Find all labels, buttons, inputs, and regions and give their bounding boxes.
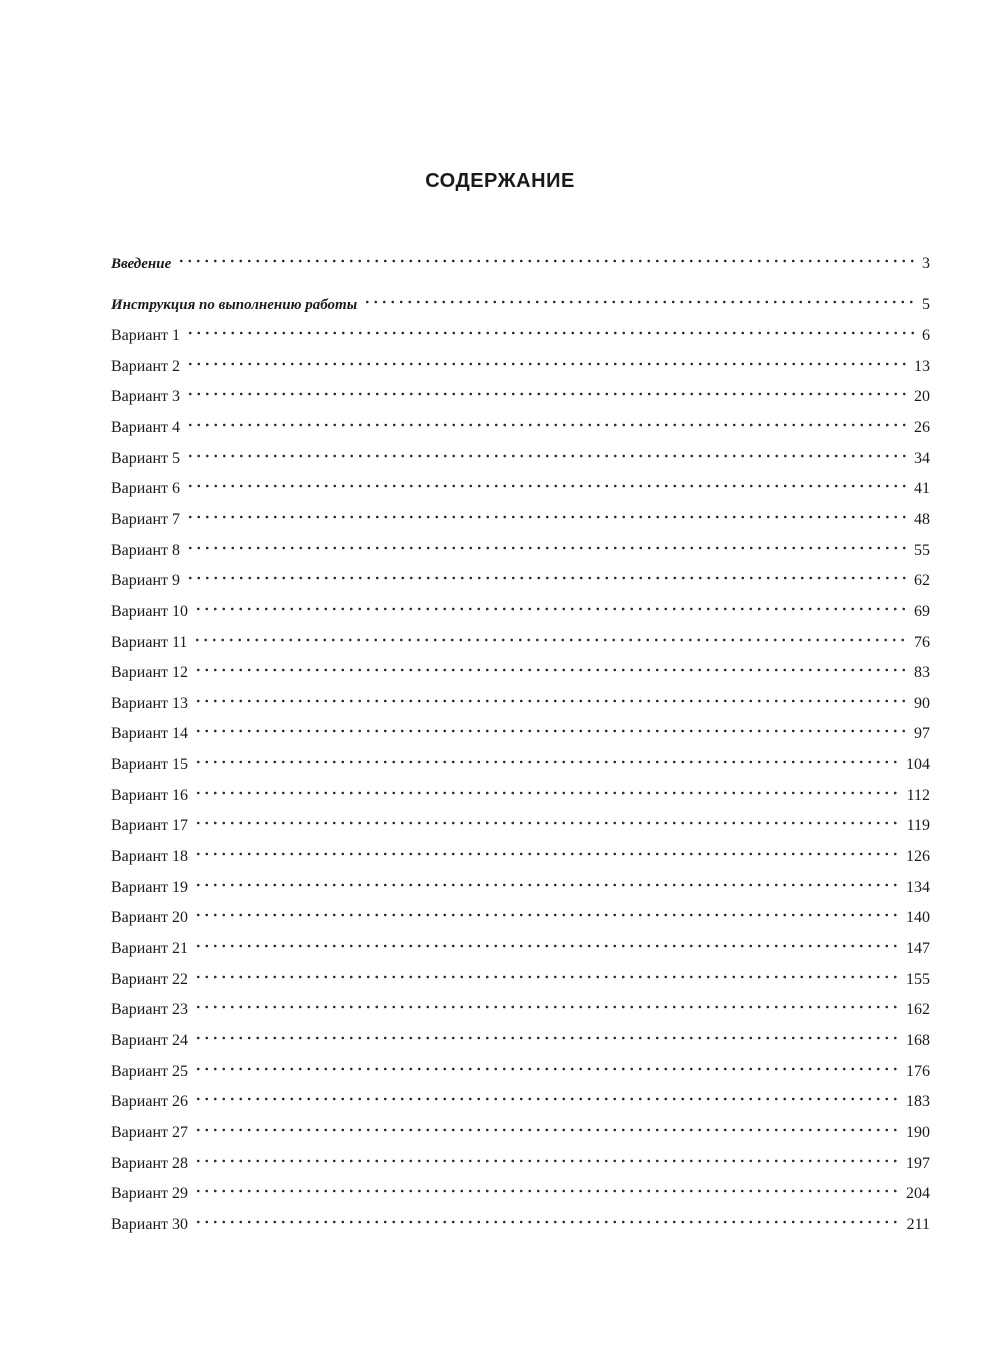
toc-entry-label: Вариант 4 — [111, 418, 180, 436]
toc-entry[interactable] — [111, 900, 930, 927]
dot-leader — [194, 808, 899, 830]
toc-entry[interactable] — [111, 931, 930, 957]
dot-leader — [193, 625, 906, 647]
toc-entry-page-number: 5 — [922, 296, 930, 313]
toc-entry-label: Вариант 29 — [111, 1185, 188, 1203]
toc-entry-label: Вариант 16 — [111, 786, 188, 804]
toc-entry-page-number: 112 — [906, 786, 930, 804]
toc-entry[interactable] — [111, 1146, 930, 1172]
toc-entry-label: Вариант 28 — [111, 1154, 188, 1172]
toc-entry-label: Вариант 8 — [111, 541, 180, 559]
toc-entry-page-number: 48 — [914, 510, 930, 528]
dot-leader — [186, 533, 906, 555]
dot-leader — [186, 471, 906, 493]
toc-entry-label: Вариант 30 — [111, 1215, 188, 1233]
toc-entry-label: Вариант 25 — [111, 1062, 188, 1080]
toc-entry-label: Вариант 9 — [111, 572, 180, 590]
dot-leader — [186, 563, 906, 585]
dot-leader — [186, 410, 906, 432]
toc-entry-page-number: 62 — [914, 572, 930, 590]
toc-entry-page-number: 183 — [906, 1093, 930, 1111]
dot-leader — [186, 318, 914, 340]
toc-entry-page-number: 97 — [914, 725, 930, 743]
toc-entry-page-number: 76 — [914, 633, 930, 651]
toc-entry[interactable] — [111, 808, 930, 835]
toc-entry-label: Вариант 1 — [111, 327, 180, 344]
dot-leader — [194, 992, 898, 1014]
toc-entry[interactable] — [111, 502, 930, 528]
toc-entry-label: Вариант 7 — [111, 510, 180, 528]
toc-entry[interactable] — [111, 686, 930, 712]
dot-leader — [186, 441, 906, 463]
page-title: СОДЕРЖАНИЕ — [425, 170, 575, 192]
toc-entry[interactable] — [111, 594, 930, 620]
toc-entry[interactable] — [111, 1207, 930, 1233]
toc-entry-page-number: 13 — [914, 357, 930, 375]
toc-entry-page-number: 197 — [906, 1154, 930, 1172]
toc-entry-page-number: 104 — [906, 756, 930, 774]
toc-entry-label: Вариант 12 — [111, 664, 188, 682]
toc-entry-label: Вариант 17 — [111, 817, 188, 835]
toc-entry[interactable] — [111, 471, 930, 498]
dot-leader — [194, 686, 906, 708]
toc-entry-page-number: 134 — [906, 878, 930, 896]
dot-leader — [194, 1023, 898, 1045]
toc-entry-page-number: 211 — [906, 1215, 930, 1233]
dot-leader — [177, 246, 914, 268]
dot-leader — [194, 839, 898, 861]
toc-entry[interactable] — [111, 246, 930, 272]
toc-entry-label: Вариант 11 — [111, 633, 188, 651]
toc-entry-page-number: 204 — [906, 1185, 930, 1203]
toc-entry-label: Инструкция по выполнению работы — [111, 297, 358, 313]
toc-entry-label: Вариант 18 — [111, 848, 188, 866]
toc-entry[interactable] — [111, 379, 930, 406]
toc-entry[interactable] — [111, 563, 930, 590]
toc-entry[interactable] — [111, 441, 930, 467]
toc-entry-label: Вариант 3 — [111, 388, 180, 406]
dot-leader — [186, 379, 906, 401]
toc-entry-page-number: 176 — [906, 1062, 930, 1080]
dot-leader — [194, 1176, 898, 1198]
toc-entry[interactable] — [111, 1176, 930, 1203]
toc-entry[interactable] — [111, 1023, 930, 1049]
toc-entry[interactable] — [111, 870, 930, 896]
toc-entry-page-number: 90 — [914, 694, 930, 712]
toc-entry-page-number: 162 — [906, 1001, 930, 1019]
toc-entry-label: Вариант 5 — [111, 449, 180, 467]
dot-leader — [194, 1115, 898, 1137]
toc-entry-page-number: 3 — [922, 255, 930, 272]
toc-entry[interactable] — [111, 839, 930, 866]
toc-entry[interactable] — [111, 747, 930, 774]
toc-entry-label: Вариант 24 — [111, 1031, 188, 1049]
dot-leader — [194, 747, 898, 769]
toc-entry-page-number: 168 — [906, 1031, 930, 1049]
dot-leader — [194, 962, 898, 984]
toc-entry-label: Вариант 23 — [111, 1001, 188, 1019]
dot-leader — [363, 287, 914, 309]
toc-entry[interactable] — [111, 1115, 930, 1141]
toc-entry-page-number: 26 — [914, 418, 930, 436]
toc-entry-page-number: 155 — [906, 970, 930, 988]
toc-entry-page-number: 140 — [906, 909, 930, 927]
dot-leader — [186, 502, 906, 524]
toc-entry[interactable] — [111, 287, 930, 313]
toc-entry-label: Вариант 10 — [111, 602, 188, 620]
dot-leader — [194, 1207, 899, 1229]
toc-entry[interactable] — [111, 1084, 930, 1111]
toc-entry-label: Вариант 20 — [111, 909, 188, 927]
toc-entry-page-number: 69 — [914, 602, 930, 620]
toc-entry-label: Вариант 14 — [111, 725, 188, 743]
toc-entry-label: Введение — [111, 256, 172, 272]
dot-leader — [194, 900, 898, 922]
toc-entry[interactable] — [111, 318, 930, 344]
toc-entry[interactable] — [111, 778, 930, 804]
toc-entry[interactable] — [111, 349, 930, 375]
toc-entry-label: Вариант 27 — [111, 1123, 188, 1141]
toc-entry-label: Вариант 13 — [111, 694, 188, 712]
dot-leader — [194, 716, 906, 738]
toc-entry[interactable] — [111, 962, 930, 988]
toc-entry[interactable] — [111, 1054, 930, 1080]
dot-leader — [194, 870, 898, 892]
toc-entry-label: Вариант 22 — [111, 970, 188, 988]
toc-entry-label: Вариант 2 — [111, 357, 180, 375]
toc-entry-page-number: 119 — [906, 817, 930, 835]
toc-entry-label: Вариант 19 — [111, 878, 188, 896]
toc-entry-page-number: 147 — [906, 940, 930, 957]
toc-entry-page-number: 190 — [906, 1123, 930, 1141]
toc-entry-page-number: 55 — [914, 541, 930, 559]
toc-entry-label: Вариант 26 — [111, 1093, 188, 1111]
toc-entry-page-number: 20 — [914, 388, 930, 406]
dot-leader — [194, 594, 906, 616]
dot-leader — [186, 349, 906, 371]
toc-entry-page-number: 83 — [914, 664, 930, 682]
toc-entry[interactable] — [111, 716, 930, 743]
toc-entry-label: Вариант 15 — [111, 756, 188, 774]
toc-entry[interactable] — [111, 655, 930, 682]
toc-entry[interactable] — [111, 410, 930, 436]
toc-entry[interactable] — [111, 992, 930, 1019]
dot-leader — [194, 1084, 898, 1106]
dot-leader — [194, 1146, 898, 1168]
toc-entry-page-number: 34 — [914, 449, 930, 467]
toc-entry[interactable] — [111, 625, 930, 651]
dot-leader — [194, 931, 898, 953]
toc-entry-label: Вариант 21 — [111, 940, 188, 957]
toc-entry-label: Вариант 6 — [111, 480, 180, 498]
dot-leader — [194, 1054, 898, 1076]
toc-entry-page-number: 41 — [914, 480, 930, 498]
toc-entry-page-number: 126 — [906, 848, 930, 866]
toc-entry[interactable] — [111, 533, 930, 559]
dot-leader — [194, 778, 899, 800]
toc-entry-page-number: 6 — [922, 327, 930, 344]
dot-leader — [194, 655, 906, 677]
